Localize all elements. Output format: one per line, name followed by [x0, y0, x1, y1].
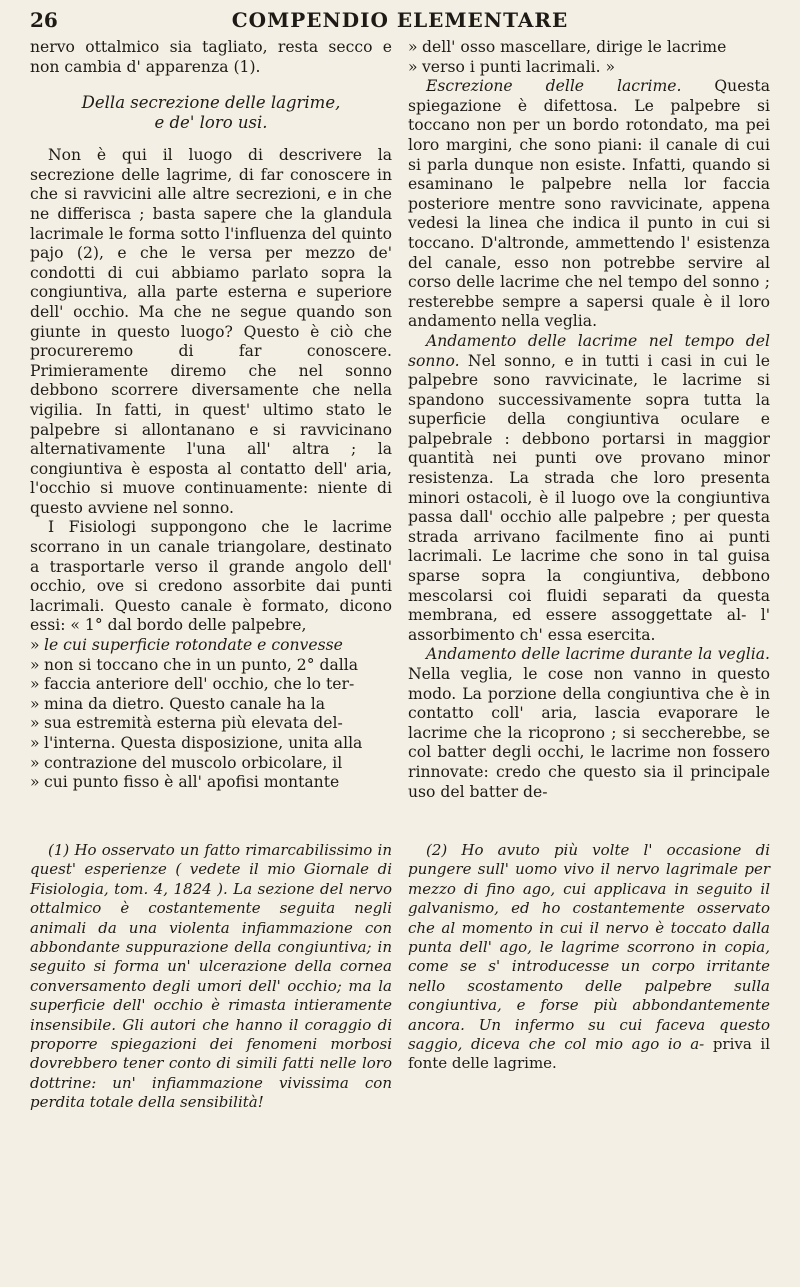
quote-mark: » [408, 57, 418, 76]
quote-mark: » [30, 734, 40, 752]
footnote-closing: priva il fonte delle lagrime. [408, 1035, 770, 1073]
paragraph-heading: Andamento delle lacrime nel tempo del sonno. [408, 331, 770, 370]
quote-text: sua estremità esterna più elevata del- [44, 714, 343, 733]
right-column [408, 38, 770, 802]
paragraph: I Fisiologi suppongono che le lacrime scorrano in un canale triangolare, destinato a trasportarle verso il grande angolo dell' occhio, ove si credono assorbite dai punti lacrimali. Questo canale è formato, dicono essi: « 1° dal bordo delle palpebre, [30, 518, 392, 635]
quote-text: contrazione del muscolo orbicolare, il [44, 753, 343, 772]
quote-text: verso i punti lacrimali. » [422, 57, 616, 76]
page-header [30, 8, 770, 36]
quote-mark: » [30, 753, 40, 772]
section-title-line1: Della secrezione delle lagrime, [81, 93, 341, 113]
quote-line [30, 714, 392, 734]
paragraph-text: Questa spiegazione è difettosa. Le palpebre si toccano non per un bordo rotondato, ma pei loro margini, che sono piani: il canale di cui si parla dunque non esiste. Infatti, quando si esaminano le palpebre nella lor faccia posteriore mentre sono ravvicinate, appena vedesi la linea che indica il punto in cui si toccano. D'altronde, ammettendo l' esistenza del canale, esso non potrebbe servire al corso delle lacrime che nel tempo del sonno ; resterebbe sempre a sapersi quale è il loro andamento nella veglia. [408, 77, 770, 331]
intro-text: nervo ottalmico sia tagliato, resta secco e non cambia d' apparenza (1). [30, 38, 392, 76]
paragraph [408, 77, 770, 332]
left-column [30, 38, 392, 793]
footnote-text: (2) Ho avuto più volte l' occasione di pungere sull' uomo vivo il nervo lagrimale per mezzo di fino ago, cui applicava in seguito il galvanismo, ed ho costantemente osservato che al momento in cui il nervo è toccato dalla punta dell' ago, le lagrime scorrono in copia, come se s' introducesse un corpo irritante nello scostamento delle palpebre sulla congiuntiva, e forse più abbondantemente ancora. Un infermo su cui faceva questo saggio, diceva che col mio ago io a- [408, 841, 770, 1054]
paragraph: Non è qui il luogo di descrivere la secrezione delle lagrime, di far conoscere in che si ravvicini alle altre secrezioni, e in che ne differisca ; basta sapere che la glandula lacrimale le forma sotto l'influenza del quinto pajo (2), e che le versa per mezzo de' condotti di cui abbiamo parlato sopra la congiuntiva, alla parte esterna e superiore dell' occhio. Ma che ne segue quando son giunte in questo luogo? Questo è ciò che procureremo di far conoscere. Primieramente diremo che nel sonno debbono scorrere diversamente che nella vigilia. In fatti, in quest' ultimo stato le palpebre si allontanano e si ravvicinano alternativamente l'una all' altra ; la congiuntiva è esposta al contatto dell' aria, l'occhio si muove continuamente: niente di questo avviene nel sonno. [30, 146, 392, 517]
quote-mark: » [408, 38, 418, 56]
section-title [30, 93, 392, 133]
quote-line [30, 754, 392, 774]
quote-mark: » [30, 773, 40, 792]
quote-mark: » [30, 714, 40, 733]
quote-mark: » [30, 694, 40, 713]
footnote-2 [408, 841, 770, 1074]
quote-text: dell' osso mascellare, dirige le lacrime [422, 38, 727, 56]
quote-mark: » [30, 655, 40, 674]
quote-line [30, 656, 392, 676]
quote-text: mina da dietro. Questo canale ha la [44, 694, 326, 713]
paragraph-text: Nel sonno, e in tutti i casi in cui le palpebre sono ravvicinate, le lacrime si spandono successivamente sopra tutta la superficie della congiuntiva oculare e palpebrale : debbono portarsi in maggior quantità nei punti ove provano minor resistenza. La strada che loro presenta minori ostacoli, è il luogo ove la congiuntiva passa dall' occhio alle palpebre ; per questa strada arrivano facilmente fino ai punti lacrimali. Le lacrime che sono in tal guisa sparse sopra la congiuntiva, debbono mescolarsi coi fluidi separati da questa membrana, ed essere assoggettate al- l' assorbimento ch' essa esercita. [408, 351, 770, 644]
quote-line [30, 675, 392, 695]
quote-line [30, 636, 392, 656]
paragraph-heading: Escrezione delle lacrime. [426, 77, 682, 96]
paragraph [408, 332, 770, 646]
quote-text: faccia anteriore dell' occhio, che lo ter- [44, 675, 355, 694]
footnote-1 [30, 841, 392, 1113]
quote-text: non si toccano che in un punto, 2° dalla [44, 655, 359, 674]
quote-mark: » [30, 675, 40, 694]
quotation-block [30, 636, 392, 793]
quote-text: cui punto fisso è all' apofisi montante [44, 773, 340, 792]
quote-text: le cui superficie rotondate e convesse [44, 636, 343, 655]
quote-line [408, 58, 770, 78]
quote-mark: » [30, 636, 40, 655]
quote-line [30, 695, 392, 715]
paragraph-heading: Andamento delle lacrime durante la veglia. [426, 645, 770, 664]
quote-line [30, 773, 392, 793]
quote-text: l'interna. Questa disposizione, unita alla [44, 734, 363, 752]
section-title-line2: e de' loro usi. [154, 113, 268, 133]
quote-line [408, 38, 770, 58]
quotation-block [408, 38, 770, 77]
quote-line [30, 734, 392, 754]
paragraph-text: Nella veglia, le cose non vanno in questo modo. La porzione della congiuntiva che è in contatto coll' aria, lascia evaporare le lacrime che la ricoprono ; si seccherebbe, se col batter degli occhi, le lacrime non fossero rinnovate: credo che questo sia il principale uso del batter de- [408, 665, 770, 801]
footnote-text: (1) Ho osservato un fatto rimarcabilissimo in quest' esperienze ( vedete il mio Giornale di Fisiologia, tom. 4, 1824 ). La sezione del nervo ottalmico è costantemente seguita negli animali da una violenta infiammazione con abbondante suppurazione della congiuntiva; in seguito si forma un' ulcerazione della cornea conversamento degli umori dell' occhio; ma la superficie dell' occhio è rimasta intieramente insensibile. Gli autori che hanno il coraggio di proporre spiegazioni dei fenomeni morbosi dovrebbero tener conto di simili fatti nelle loro dottrine: un' infiammazione vivissima con perdita totale della sensibilità! [30, 841, 392, 1112]
running-title: COMPENDIO ELEMENTARE [231, 8, 569, 32]
paragraph [408, 645, 770, 802]
page-number: 26 [30, 8, 58, 32]
